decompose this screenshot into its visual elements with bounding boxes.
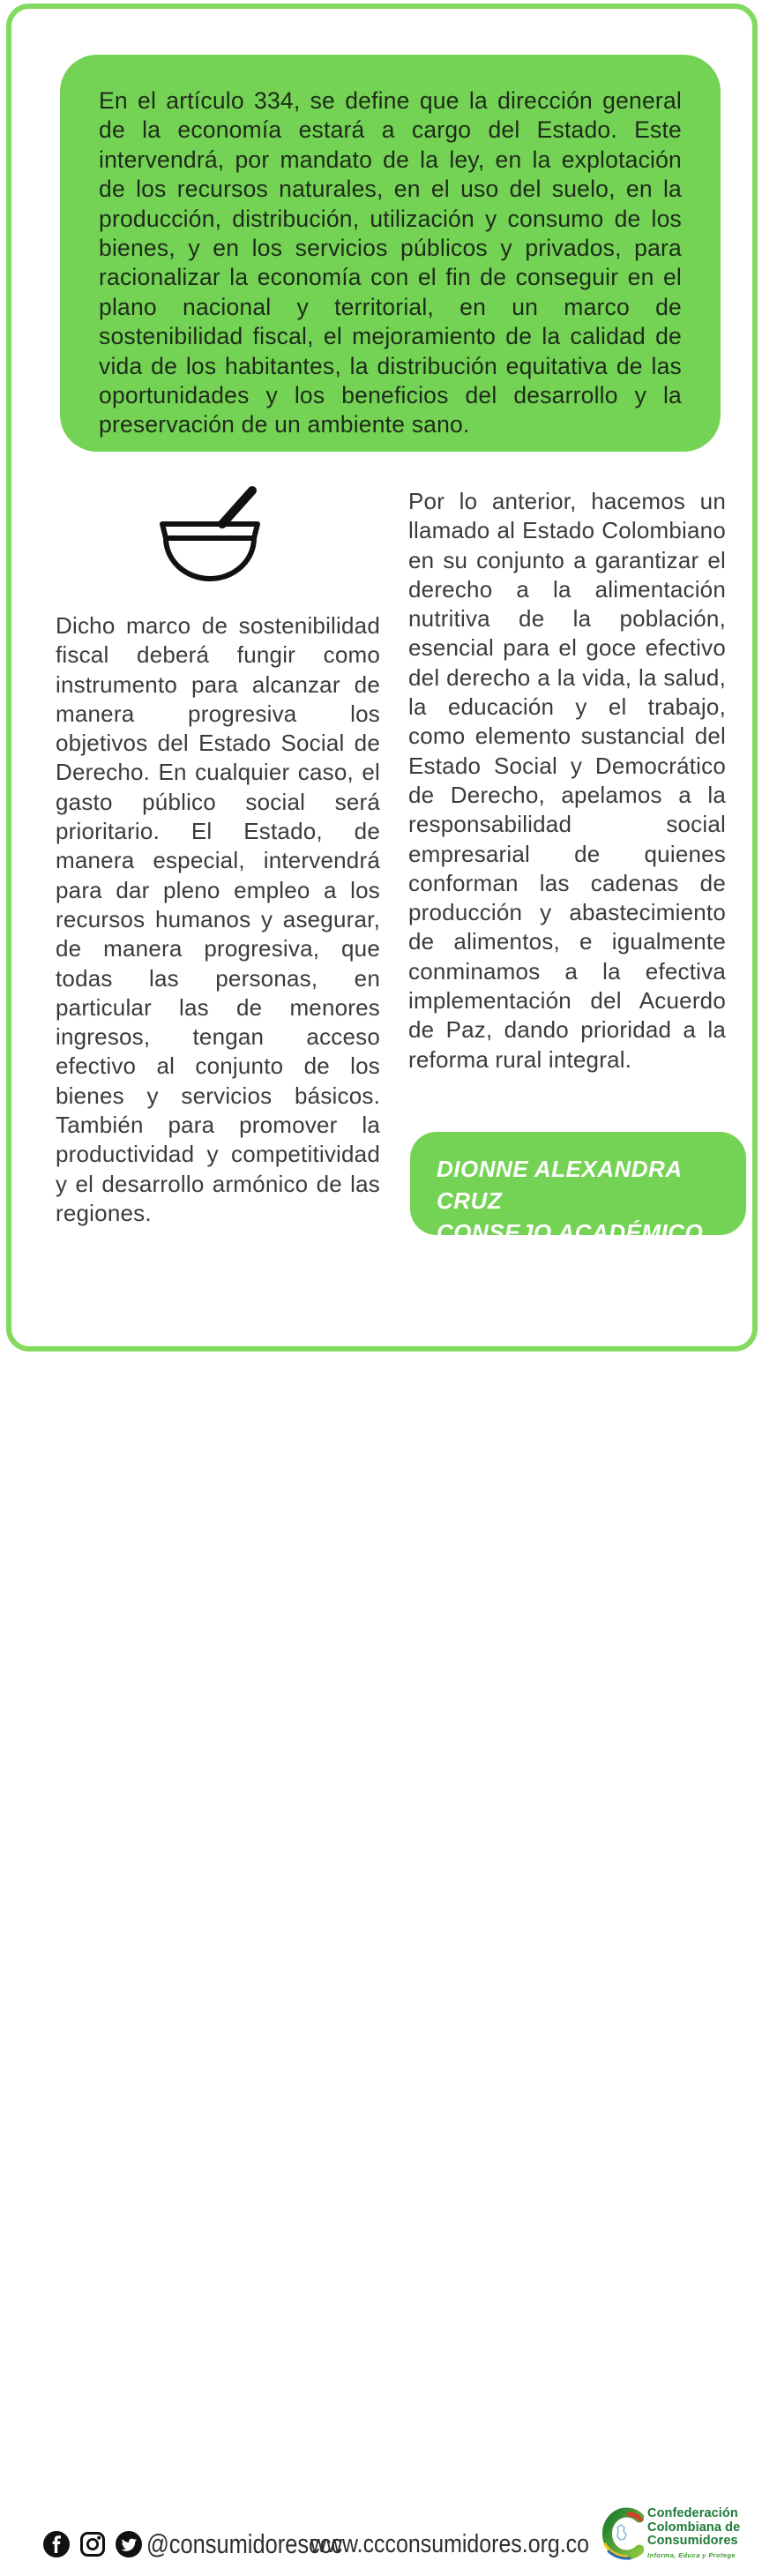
logo-text	[647, 2507, 740, 2549]
social-icons-row	[42, 2530, 143, 2558]
quote-box	[60, 55, 721, 452]
website-url[interactable]: www.ccconsumidores.org.co	[310, 2530, 590, 2558]
logo-line3: Consumidores	[647, 2534, 738, 2548]
logo-line1: Confederación	[647, 2506, 738, 2520]
left-column-paragraph: Dicho marco de sostenibilidad fiscal deberá fungir como instrumento para alcanzar de manera progresiva los objetivos del Estado Social de Derecho. En cualquier caso, el gasto público social será prioritario. El Estado, de manera especial, intervendrá para dar pleno empleo a los recursos humanos y asegurar, de manera progresiva, que todas las personas, en particular las de menores ingresos, tengan acceso efectivo al conjunto de los bienes y servicios básicos. También para promover la productividad y competitividad y el desarrollo armónico de las regiones.	[56, 612, 380, 1226]
instagram-icon[interactable]	[78, 2530, 107, 2558]
footer	[0, 1249, 762, 2559]
logo-line2: Colombiana de	[647, 2520, 741, 2535]
right-column-paragraph: Por lo anterior, hacemos un llamado al Estado Colombiano en su conjunto a garantizar el derecho a la alimentación nutritiva de la población, esencial para el goce efectivo del derecho a la vida, la salud, la educación y el trabajo, como elemento sustancial del Estado Social y Democrático de Derecho, apelamos a la responsabilidad social empresarial de quienes conforman las cadenas de producción y abastecimiento de alimentos, e igualmente conminamos a la efectiva implementación del Acuerdo de Paz, dando prioridad a la reforma rural integral.	[408, 488, 726, 1073]
organization-logo	[600, 2502, 750, 2576]
social-handle[interactable]: @consumidoresccc	[146, 2528, 343, 2559]
facebook-icon[interactable]	[42, 2530, 71, 2558]
quote-text: En el artículo 334, se define que la dirección general de la economía estará a cargo del Estado. Este intervendrá, por mandato de la ley, en la explotación de los recursos naturales, en el uso del suelo, en la producción, distribución, utilización y consumo de los bienes, y en los servicios públicos y privados, para racionalizar la economía con el fin de conseguir en el plano nacional y territorial, en un marco de sostenibilidad fiscal, el mejoramiento de la calidad de vida de los habitantes, la distribución equitativa de las oportunidades y los beneficios del desarrollo y la preservación de un ambiente sano.	[99, 87, 682, 438]
attribution-name: DIONNE ALEXANDRA CRUZ	[437, 1156, 682, 1214]
attribution-role: CONSEJO ACADÉMICO	[437, 1219, 704, 1246]
logo-tagline: Informa, Educa y Protege	[647, 2551, 736, 2559]
food-bowl-icon	[150, 485, 270, 586]
attribution-box	[410, 1132, 746, 1246]
ccc-logo-mark	[600, 2505, 644, 2560]
twitter-icon[interactable]	[115, 2530, 143, 2558]
